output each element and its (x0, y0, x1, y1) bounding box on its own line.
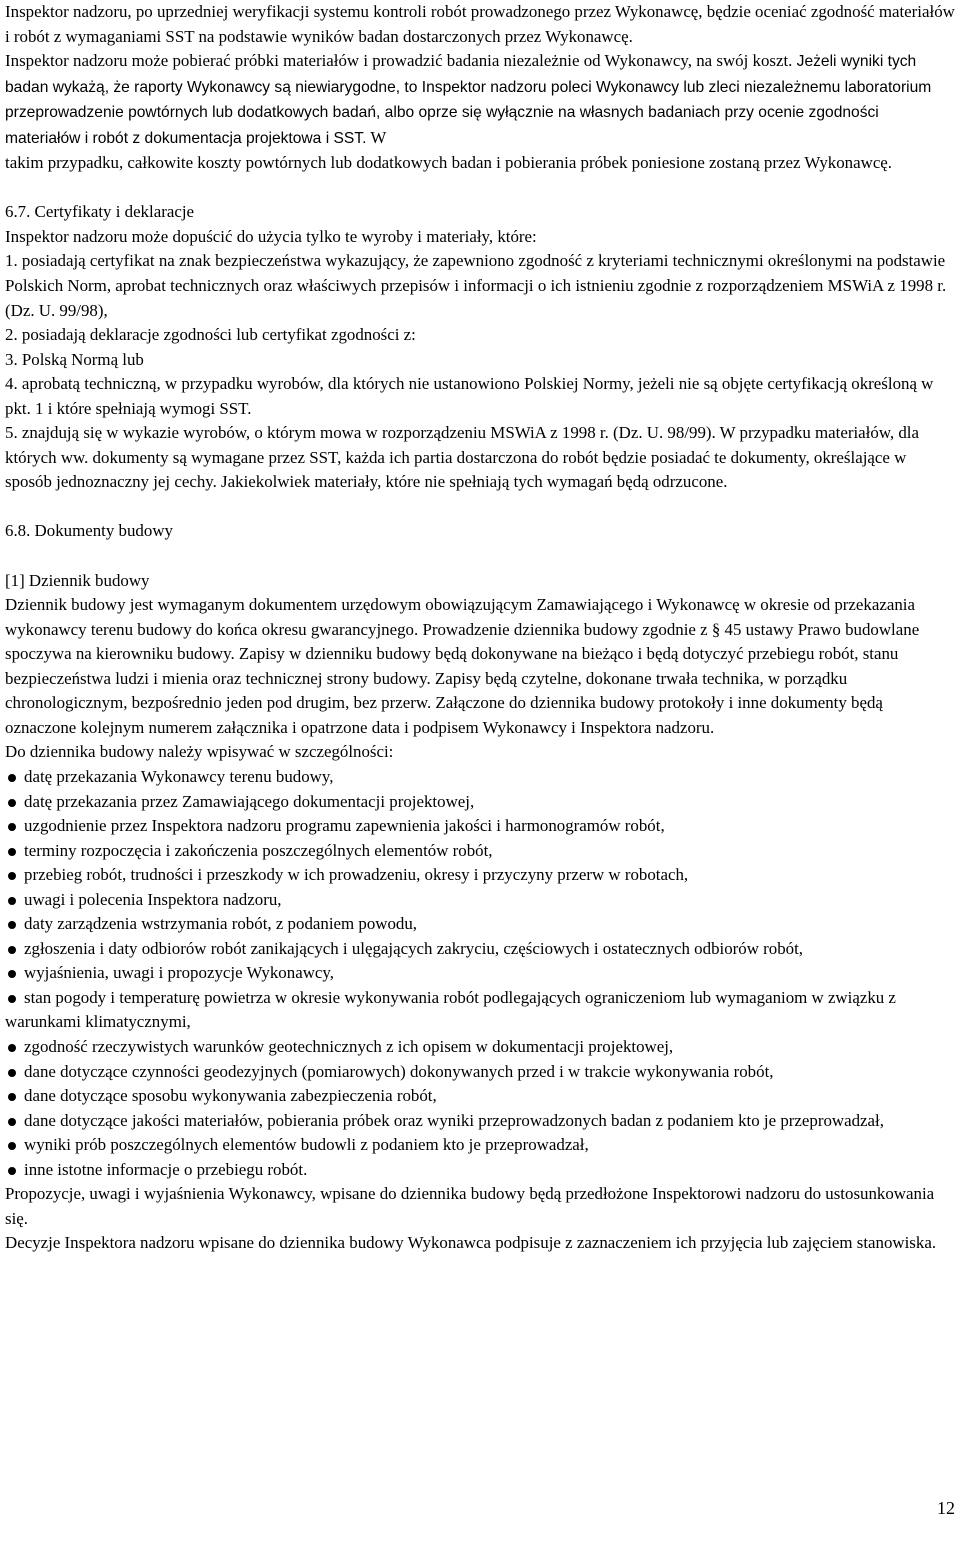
certificate-item-1: 1. posiadają certyfikat na znak bezpieczeństwa wykazujący, że zapewniono zgodność z kryteriami technicznymi określonymi na podstawie Polskich Norm, aprobat technicznych oraz właściwych przepisów i informacji o ich istnieniu zgodnie z rozporządzeniem MSWiA z 1998 r. (Dz. U. 99/98), (5, 251, 947, 320)
spacer (5, 176, 955, 201)
list-item: przebieg robót, trudności i przeszkody w ich prowadzeniu, okresy i przyczyny przerw w robotach, (5, 863, 955, 888)
bullet-icon (8, 848, 16, 856)
bullet-icon (8, 872, 16, 880)
bullet-icon (8, 970, 16, 978)
certificate-item-3: 3. Polską Normą lub (5, 349, 144, 369)
site-diary-body: Dziennik budowy jest wymaganym dokumentem urzędowym obowiązującym Zamawiającego i Wykonawcę w okresie od przekazania wykonawcy terenu budowy do końca okresu gwarancyjnego. Prowadzenie dziennika budowy zgodnie z § 45 ustawy Prawo budowlane spoczywa na kierowniku budowy. Zapisy w dzienniku budowy będą dokonywane na bieżąco i będą dotyczyć przebiegu robót, stanu bezpieczeństwa ludzi i mienia oraz technicznej strony budowy. Zapisy będą czytelne, dokonane trwała technika, w porządku chronologicznym, bezpośrednio jeden pod drugim, bez przerw. Załączone do dziennika budowy protokoły i inne dokumenty będą oznaczone kolejnym numerem załącznika i opatrzone data i podpisem Wykonawcy i Inspektora nadzoru. (5, 595, 920, 737)
list-item: dane dotyczące sposobu wykonywania zabezpieczenia robót, (5, 1084, 955, 1109)
list-item: wyniki prób poszczególnych elementów budowli z podaniem kto je przeprowadzał, (5, 1133, 955, 1158)
bullet-icon (8, 799, 16, 807)
list-item: uzgodnienie przez Inspektora nadzoru programu zapewnienia jakości i harmonogramów robót, (5, 814, 955, 839)
bullet-icon (8, 1118, 16, 1126)
list-item: dane dotyczące jakości materiałów, pobierania próbek oraz wyniki przeprowadzonych badan z podaniem kto je przeprowadzał, (5, 1109, 955, 1134)
list-item: zgłoszenia i daty odbiorów robót zanikających i ulęgających zakryciu, częściowych i ostatecznych odbiorów robót, (5, 937, 955, 962)
section-6-7-lead: Inspektor nadzoru może dopuścić do użycia tylko te wyroby i materiały, które: (5, 226, 537, 246)
closing-paragraph-2: Decyzje Inspektora nadzoru wpisane do dziennika budowy Wykonawca podpisuje z zaznaczeniem ich przyjęcia lub zajęciem stanowiska. (5, 1233, 937, 1253)
bullet-icon (8, 774, 16, 782)
spacer (5, 495, 955, 520)
site-diary-entries-list (5, 765, 955, 1182)
page-number: 12 (937, 1498, 955, 1518)
bullet-icon (8, 995, 16, 1003)
intro-sentence-1: Inspektor nadzoru, po uprzedniej weryfikacji systemu kontroli robót prowadzonego przez Wykonawcę, będzie oceniać zgodność materiałów i robót z wymaganiami SST na podstawie wyników badan dostarczonych przez Wykonawcę. (5, 2, 955, 46)
bullet-icon (8, 1069, 16, 1077)
intro-sentence-5: takim przypadku, całkowite koszty powtórnych lub dodatkowych badan i pobierania próbek poniesione zostaną przez Wykonawcę. (5, 153, 893, 173)
intro-paragraph (5, 0, 955, 176)
list-item: stan pogody i temperaturę powietrza w okresie wykonywania robót podlegających ograniczeniom lub wymaganiom w związku z warunkami klimatycznymi, (5, 987, 896, 1032)
site-diary-list-lead: Do dziennika budowy należy wpisywać w szczególności: (5, 742, 394, 762)
certificate-item-4: 4. aprobatą techniczną, w przypadku wyrobów, dla których nie ustanowiono Polskiej Normy, jeżeli nie są objęte certyfikacją określoną w pkt. 1 i które spełniają wymogi SST. (5, 374, 934, 418)
section-6-8-heading: 6.8. Dokumenty budowy (5, 521, 173, 541)
document-page (5, 0, 955, 1256)
site-diary-subheading: [1] Dziennik budowy (5, 570, 150, 590)
bullet-icon (8, 1044, 16, 1052)
intro-sentence-2: Inspektor nadzoru może pobierać próbki materiałów i prowadzić badania niezależnie od Wykonawcy, na swój koszt. (5, 51, 793, 71)
list-item: zgodność rzeczywistych warunków geotechnicznych z ich opisem w dokumentacji projektowej, (5, 1035, 955, 1060)
list-item: wyjaśnienia, uwagi i propozycje Wykonawcy, (5, 961, 955, 986)
bullet-icon (8, 921, 16, 929)
list-item: daty zarządzenia wstrzymania robót, z podaniem powodu, (5, 912, 955, 937)
list-item: inne istotne informacje o przebiegu robót. (5, 1158, 955, 1183)
section-6-7-heading: 6.7. Certyfikaty i deklaracje (5, 202, 195, 222)
bullet-icon (8, 1167, 16, 1175)
bullet-icon (8, 823, 16, 831)
intro-sentence-3: Jeżeli wyniki tych badan wykażą, że raporty Wykonawcy są niewiarygodne, to Inspektor nadzoru poleci Wykonawcy lub zleci niezależnemu laboratorium przeprowadzenie powtórnych lub dodatkowych badań, albo oprze się wyłącznie na własnych badaniach przy ocenie zgodności materiałów i robót z dokumentacja projektowa i SST. (5, 53, 932, 147)
list-item: datę przekazania przez Zamawiającego dokumentacji projektowej, (5, 790, 955, 815)
intro-sentence-4: W (370, 127, 387, 147)
closing-paragraph-1: Propozycje, uwagi i wyjaśnienia Wykonawcy, wpisane do dziennika budowy będą przedłożone Inspektorowi nadzoru do ustosunkowania się. (5, 1184, 935, 1228)
bullet-icon (8, 897, 16, 905)
bullet-icon (8, 1093, 16, 1101)
bullet-icon (8, 946, 16, 954)
list-item: terminy rozpoczęcia i zakończenia poszczególnych elementów robót, (5, 839, 955, 864)
list-item: uwagi i polecenia Inspektora nadzoru, (5, 888, 955, 913)
bullet-icon (8, 1142, 16, 1150)
spacer (5, 544, 955, 569)
list-item: datę przekazania Wykonawcy terenu budowy, (5, 765, 955, 790)
list-item: dane dotyczące czynności geodezyjnych (pomiarowych) dokonywanych przed i w trakcie wykonywania robót, (5, 1060, 955, 1085)
certificate-item-5: 5. znajdują się w wykazie wyrobów, o którym mowa w rozporządzeniu MSWiA z 1998 r. (Dz. U. 98/99). W przypadku materiałów, dla których ww. dokumenty są wymagane przez SST, każda ich partia dostarczona do robót będzie posiadać te dokumenty, określające w sposób jednoznaczny jej cechy. Jakiekolwiek materiały, które nie spełniają tych wymagań będą odrzucone. (5, 423, 919, 492)
certificate-item-2: 2. posiadają deklaracje zgodności lub certyfikat zgodności z: (5, 325, 416, 345)
